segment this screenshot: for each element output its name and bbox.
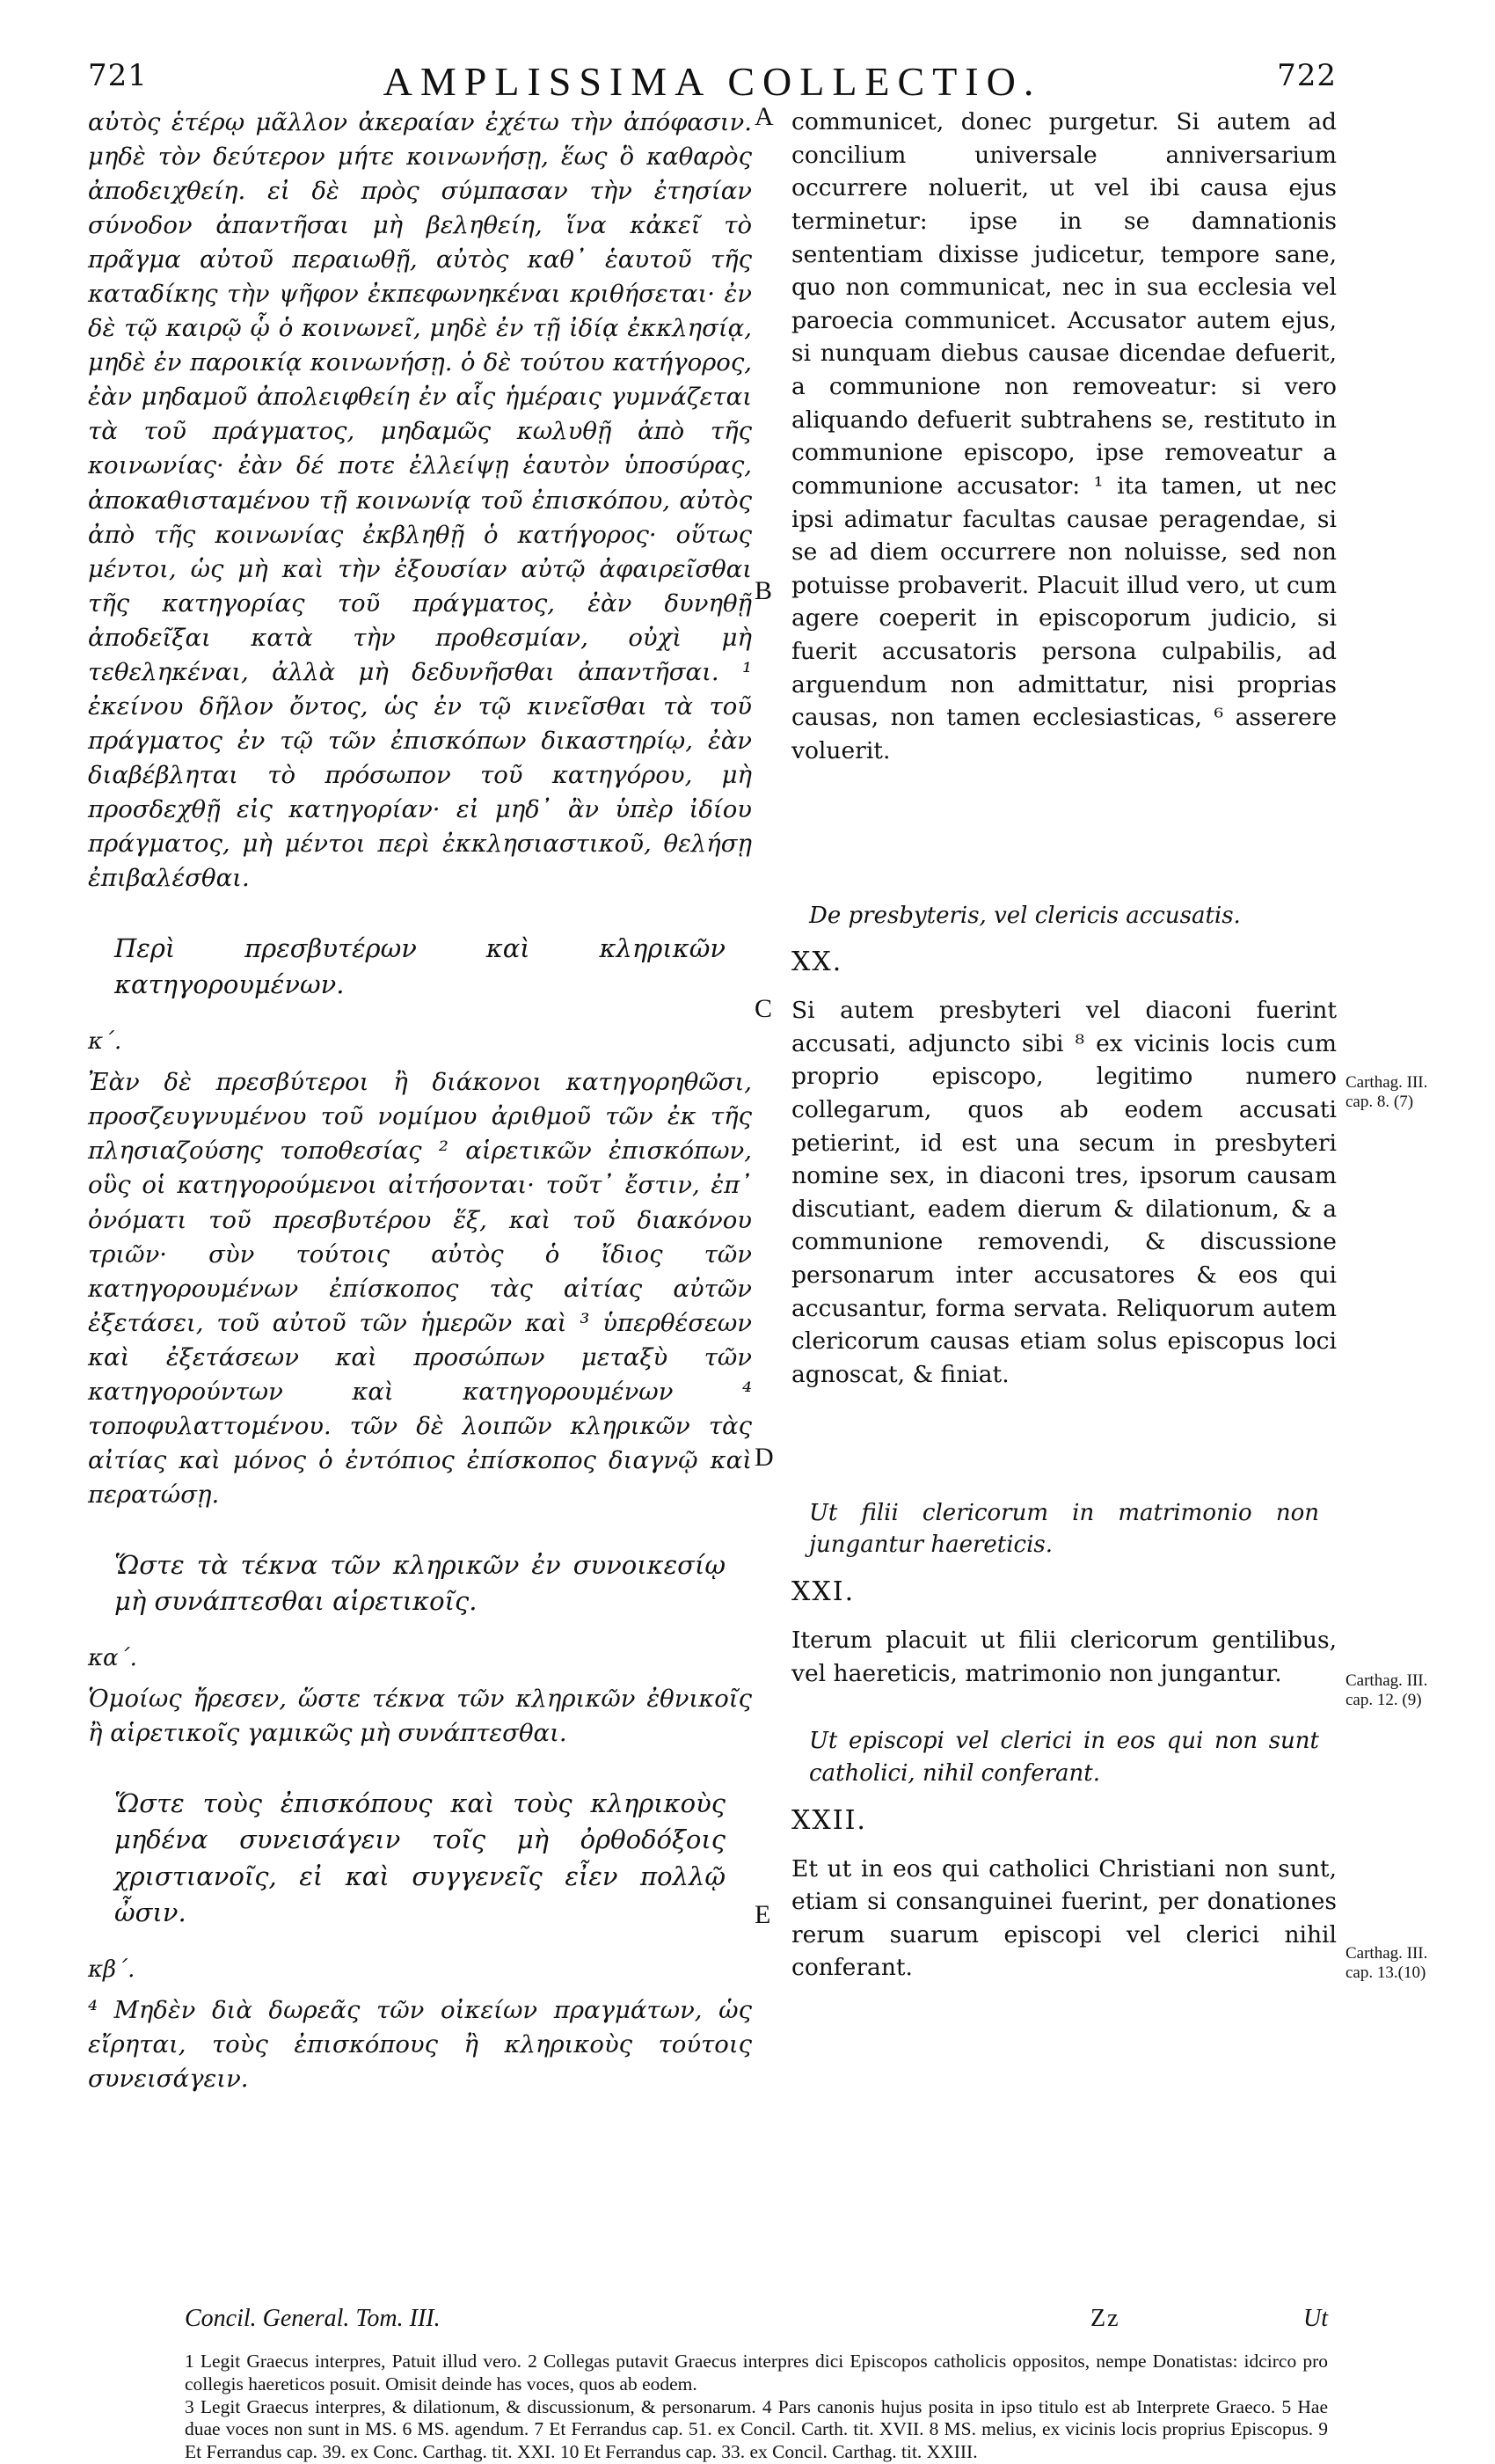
margin-letter-e: E — [755, 1900, 771, 1929]
greek-heading-22: Ὥστε τοὺς ἐπισκόπους καὶ τοὺς κληρικοὺς μηδένα συνεισάγειν τοῖς μὴ ὀρθοδόξοις χριστιανοῖς, εἰ καὶ συγγενεῖς εἶεν πολλῷ ὦσιν. — [114, 1788, 726, 1927]
greek-canon-text-20: Ἐὰν δὲ πρεσβύτεροι ἢ διάκονοι κατηγορηθῶσι, προσζευγνυμένου τοῦ νομίμου ἀριθμοῦ τῶν ἐκ τῆς πλησιαζούσης τοποθεσίας ² αἱρετικῶν ἐπισκόπων, οὓς οἱ κατηγορούμενοι αἰτήσονται· τοῦτ᾽ ἔστιν, ἐπ᾽ ὀνόματι τοῦ πρεσβυτέρου ἕξ, καὶ τοῦ διακόνου τριῶν· σὺν τούτοις αὐτὸς ὁ ἴδιος τῶν κατηγορουμένων ἐπίσκοπος τὰς αἰτίας αὐτῶν ἐξετάσει, τοῦ αὐτοῦ τῶν ἡμερῶν καὶ ³ ὑπερθέσεων καὶ ἐξετάσεων καὶ προσώπων μεταξὺ τῶν κατηγορούντων καὶ κατηγορουμένων ⁴ τοποφυλαττομένου. τῶν δὲ λοιπῶν κληρικῶν τὰς αἰτίας καὶ μόνος ὁ ἐντόπιος ἐπίσκοπος διαγνῷ καὶ περατώσῃ. — [88, 1068, 752, 1509]
side-reference-22 — [1346, 1944, 1427, 1983]
page-footer — [185, 2305, 1328, 2340]
footnote-block: 1 Legit Graecus interpres, Patuit illud vero. 2 Collegas putavit Graecus interpres dici Episcopos catholicis oppositos, nempe Donatistas: idcirco pro collegis haereticos posuit. Omisit deinde has voces, quos ab eodem. — [185, 2351, 1328, 2395]
side-reference-chapter: cap. 12. (9) — [1346, 1690, 1422, 1709]
latin-canon-text-20: Si autem presbyteri vel diaconi fuerint accusati, adjuncto sibi ⁸ ex vicinis locis cum proprio episcopo, legitimo numero collegarum, quos ab eodem accusati petierint, id est una secum in presbyteri nomine sex, in diaconi tres, ipsorum causam discutiant, eadem dierum & dilationum, & a communione removendi, & discussione personarum inter accusatores & eos qui accusantur, forma servata. Reliquorum autem clericorum causas etiam solus episcopus loci agnoscat, & finiat. — [791, 997, 1337, 1388]
volume-reference: Concil. General. Tom. III. — [185, 2305, 441, 2332]
side-reference-20 — [1346, 1073, 1427, 1112]
side-references — [1346, 106, 1486, 2129]
latin-canon-number-20: XX. — [791, 947, 843, 978]
side-reference-source: Carthag. III. — [1346, 1671, 1428, 1690]
greek-paragraph: αὐτὸς ἑτέρῳ μᾶλλον ἀκεραίαν ἐχέτω τὴν ἀπόφασιν. μηδὲ τὸν δεύτερον μήτε κοινωνήσῃ, ἕως ὃ καθαρὸς ἀποδειχθείη. εἰ δὲ πρὸς σύμπασαν τὴν ἐτησίαν σύνοδον ἀπαντῆσαι μὴ βεληθείη, ἵνα κἀκεῖ τὸ πρᾶγμα αὐτοῦ περαιωθῇ, αὐτὸς καθ᾽ ἑαυτοῦ τῆς καταδίκης τὴν ψῆφον ἐκπεφωνηκέναι κριθήσεται· ἐν δὲ τῷ καιρῷ ᾧ ὁ κοινωνεῖ, μηδὲ ἐν τῇ ἰδίᾳ ἐκκλησίᾳ, μηδὲ ἐν παροικίᾳ κοινωνήσῃ. ὁ δὲ τούτου κατήγορος, ἐὰν μηδαμοῦ ἀπολειφθείη ἐν αἷς ἡμέραις γυμνάζεται τὰ τοῦ πράγματος, μηδαμῶς κωλυθῇ ἀπὸ τῆς κοινωνίας· ἐὰν δέ ποτε ἐλλείψῃ ἑαυτὸν ὑποσύρας, ἀποκαθισταμένου τῇ κοινωνίᾳ τοῦ ἐπισκόπου, αὐτὸς ἀπὸ τῆς κοινωνίας ἐκβληθῇ ὁ κατήγορος· οὕτως μέντοι, ὡς μὴ καὶ τὴν ἐξουσίαν αὐτῷ ἀφαιρεῖσθαι τῆς κατηγορίας τοῦ πράγματος, ἐὰν δυνηθῇ ἀποδεῖξαι κατὰ τὴν προθεσμίαν, οὐχὶ μὴ τεθεληκέναι, ἀλλὰ μὴ δεδυνῆσθαι ἀπαντῆσαι. ¹ ἐκείνου δῆλον ὄντος, ὡς ἐν τῷ κινεῖσθαι τὰ τοῦ πράγματος ἐν τῷ τῶν ἐπισκόπων δικαστηρίῳ, ἐὰν διαβέβληται τὸ πρόσωπον τοῦ κατηγόρου, μὴ προσδεχθῇ εἰς κατηγορίαν· εἰ μηδ᾽ ἂν ὑπὲρ ἰδίου πράγματος, μὴ μέντοι περὶ ἐκκλησιαστικοῦ, θελήσῃ ἐπιβαλέσθαι. — [88, 108, 752, 893]
latin-column — [791, 106, 1337, 1997]
catchword: Ut — [1303, 2305, 1328, 2332]
greek-canon-number-20: κ΄. — [88, 1028, 122, 1056]
footnote-block: 3 Legit Graecus interpres, & dilationum, & discussionum, & personarum. 4 Pars canonis hujus posita in ipso titulo est ab Interprete Graeco. 5 Hae duae voces non sunt in MS. 6 MS. agendum. 7 Et Ferrandus cap. 51. ex Concil. Carth. tit. XVII. 8 MS. melius, ex vicinis locis proprius Episcopus. 9 Et Ferrandus cap. 39. ex Conc. Carthag. tit. XXI. 10 Et Ferrandus cap. 33. ex Concil. Carthag. tit. XXIII. — [185, 2395, 1328, 2463]
margin-letter-a: A — [755, 102, 774, 131]
greek-canon-number-22: κβ΄. — [88, 1956, 135, 1983]
running-head — [88, 58, 1337, 111]
right-page-number: 722 — [1277, 58, 1337, 93]
side-reference-chapter: cap. 8. (7) — [1346, 1092, 1414, 1111]
greek-heading-21: Ὥστε τὰ τέκνα τῶν κληρικῶν ἐν συνοικεσίῳ μὴ συνάπτεσθαι αἱρετικοῖς. — [114, 1549, 726, 1617]
side-reference-chapter: cap. 13.(10) — [1346, 1963, 1426, 1982]
greek-canon-number-21: κα΄. — [88, 1645, 137, 1672]
latin-heading-22: Ut episcopi vel clerici in eos qui non sunt catholici, nihil conferant. — [809, 1728, 1319, 1788]
side-reference-21 — [1346, 1671, 1427, 1710]
page-title: AMPLISSIMA COLLECTIO. — [383, 59, 1042, 104]
greek-column — [88, 106, 752, 2109]
side-reference-source: Carthag. III. — [1346, 1944, 1428, 1963]
margin-letter-d: D — [755, 1443, 774, 1472]
latin-heading-20: De presbyteris, vel clericis accusatis. — [809, 902, 1241, 929]
latin-canon-number-22: XXII. — [791, 1804, 867, 1836]
latin-heading-21: Ut filii clericorum in matrimonio non jungantur haereticis. — [809, 1499, 1319, 1559]
greek-canon-text-21: Ὁμοίως ἤρεσεν, ὥστε τέκνα τῶν κληρικῶν ἐθνικοῖς ἢ αἱρετικοῖς γαμικῶς μὴ συνάπτεσθαι. — [88, 1685, 752, 1748]
signature-mark: Zz — [1090, 2305, 1120, 2332]
greek-canon-text-22: ⁴ Μηδὲν διὰ δωρεᾶς τῶν οἰκείων πραγμάτων, ὡς εἴρηται, τοὺς ἐπισκόπους ἢ κληρικοὺς τούτοις συνεισάγειν. — [88, 1995, 752, 2093]
latin-canon-text-21: Iterum placuit ut filii clericorum gentilibus, vel haereticis, matrimonio non jungantur. — [791, 1626, 1337, 1687]
left-page-number: 721 — [88, 58, 148, 93]
latin-canon-text-22: Et ut in eos qui catholici Christiani non sunt, etiam si consanguinei fuerint, per donationes rerum suarum episcopi vel clerici nihil conferant. — [791, 1854, 1337, 1982]
latin-paragraph: communicet, donec purgetur. Si autem ad concilium universale anniversarium occurrere noluerit, ut vel ibi causa ejus terminetur: ipse in se damnationis sententiam dixisse judicetur, tempore sane, quo non communicat, nec in sua ecclesia vel paroecia communicet. Accusator autem ejus, si nunquam diebus causae dicendae defuerit, a communione non removeatur: si vero aliquando defuerit subtrahens se, restituto in communione episcopo, ipse removeatur a communione accusator: ¹ ita tamen, ut nec ipsi adimatur facultas causae peragendae, si se ad diem occurrere non noluisse, sed non potuisse probaverit. Placuit illud vero, ut cum agere coeperit in episcoporum judicio, si fuerit accusatoris persona culpabilis, ad arguendum non admittatur, nisi proprias causas, non tamen ecclesiasticas, ⁶ asserere voluerit. — [791, 108, 1337, 764]
margin-letters — [755, 102, 790, 2129]
margin-letter-c: C — [755, 994, 773, 1023]
side-reference-source: Carthag. III. — [1346, 1073, 1428, 1092]
margin-letter-b: B — [755, 576, 773, 605]
greek-heading-20: Περὶ πρεσβυτέρων καὶ κληρικῶν κατηγορουμένων. — [114, 933, 726, 1000]
latin-canon-number-21: XXI. — [791, 1576, 856, 1608]
footnotes — [185, 2351, 1328, 2464]
